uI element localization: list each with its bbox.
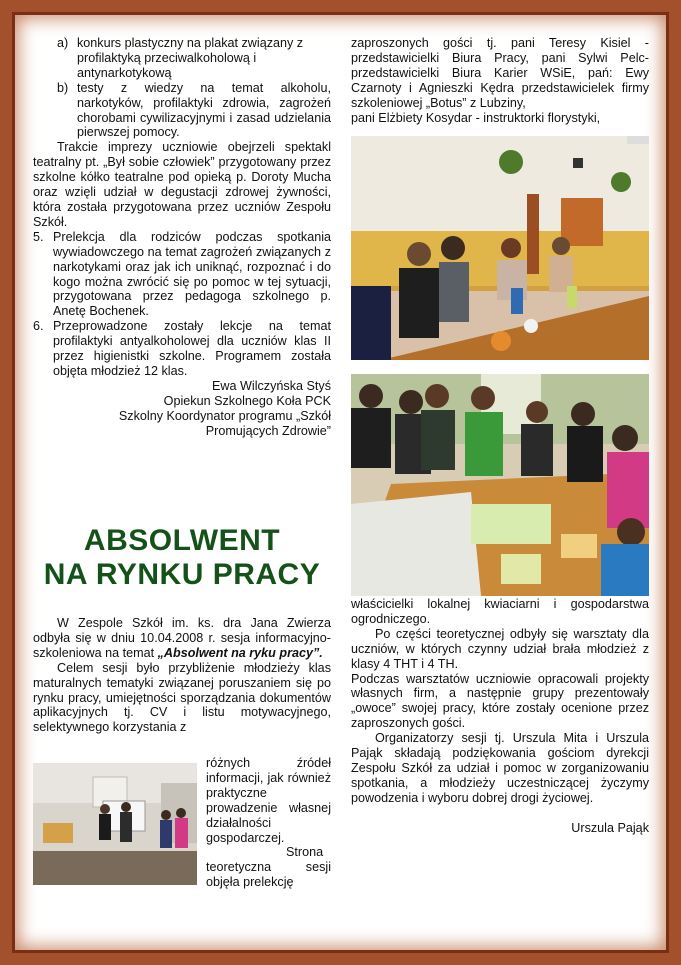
- article-signature: Urszula Pająk: [571, 820, 649, 835]
- left-column-article: [33, 616, 331, 735]
- photo-workshop-image: [351, 374, 649, 596]
- list-item: [57, 36, 331, 81]
- photo-presentation: [33, 763, 197, 885]
- paragraph-theatre: Trakcie imprezy uczniowie obejrzeli spektakl teatralny pt. „Był sobie człowiek” przygotowany przez szkolne kółko teatralne pod opieką p. Doroty Mucha oraz wzięli udział w degustacji zdrowej żywności, która została przygotowana przez uczniów Zespołu Szkół.: [33, 140, 331, 229]
- paragraph-intro: [33, 616, 331, 661]
- list-item: [33, 319, 331, 379]
- list-marker: 6.: [33, 319, 44, 334]
- photo-guests: [351, 136, 649, 360]
- signature-role: Opiekun Szkolnego Koła PCK: [163, 393, 331, 408]
- paragraph-thanks: Organizatorzy sesji tj. Urszula Mita i Urszula Pająk składają podziękowania gościom dyrekcji Zespołu Szkół za udział i pomoc w zorganizowaniu spotkania, a młodzieży uczestniczącej życzymy powodzenia i wyboru dobrej drogi życiowej.: [351, 731, 649, 805]
- paragraph-goal: Celem sesji było przybliżenie młodzieży klas maturalnych tematyki związanej poruszaniem się po rynku pracy, umiejętności sporządzania dokumentów aplikacyjnych tj. CV i listu motywacyjnego, selektywnego korzystania z: [33, 660, 331, 735]
- list-text: Prelekcja dla rodziców podczas spotkania wywiadowczego na temat zagrożeń związanych z narkotykami oraz jak ich uniknąć, rozpoznać i do kogo można zwrócić się po pomoc w tej sytuacji, przygotowana przez pedagoga szkolnego p. Anetę Bochenek.: [53, 229, 331, 319]
- paragraph-florist: właścicielki lokalnej kwiaciarni i gospodarstwa ogrodniczego.: [351, 597, 649, 626]
- paragraph-sources: różnych źródeł informacji, jak również praktyczne prowadzenie własnej działalności gospodarczej.: [206, 756, 331, 845]
- list-item: [33, 230, 331, 319]
- intro-title: „Absolwent na ryku pracy”.: [157, 645, 323, 660]
- paragraph-theory: Strona teoretyczna sesji objęła prelekcję: [206, 845, 331, 890]
- list-text: Przeprowadzone zostały lekcje na temat profilaktyki antyalkoholowej dla uczniów klas II przez higienistki szkolne. Programem została objęta młodzież 12 klas.: [53, 319, 331, 378]
- article-headline: [33, 524, 331, 592]
- alpha-list: [57, 36, 331, 140]
- paragraph-workshops: Podczas warsztatów uczniowie opracowali projekty własnych firm, a następnie grupy prezentowały „owoce” swojej pracy, które zostały ocenione przez zaproszonych gości.: [351, 671, 649, 731]
- photo-presentation-image: [33, 763, 197, 885]
- paragraph-guests: zaproszonych gości tj. pani Teresy Kisiel - przedstawicielki Biura Pracy, pani Sylwi Pelc- przedstawicielki Biura Karier WSiE, pań: Ewy Czarnoty i Agnieszki Kędra przedstawicielek firmy szkoleniowej „Botus” z Lubziny,: [351, 36, 649, 110]
- list-marker: a): [57, 36, 69, 50]
- list-marker: 5.: [33, 229, 44, 244]
- signature-name: Ewa Wilczyńska Styś: [212, 378, 331, 393]
- paragraph-practice: Po części teoretycznej odbyły się warsztaty dla uczniów, w których czynny udział brała młodzież z klasy 4 THT i 4 TH.: [351, 626, 649, 671]
- list-text: testy z wiedzy na temat alkoholu, narkotyków, profilaktyki zdrowia, zagrożeń chorobami cywilizacyjnymi i zasad udzielania pierwszej pomocy.: [77, 80, 331, 140]
- float-text-block: [206, 756, 331, 890]
- photo-workshop: [351, 374, 649, 596]
- list-marker: b): [57, 80, 69, 95]
- headline-line: NA RYNKU PRACY: [43, 558, 321, 591]
- list-item: [57, 81, 331, 141]
- list-text: konkurs plastyczny na plakat związany z profilaktyką przeciwalkoholową i antynarkotykową: [77, 36, 304, 80]
- left-column-top: [33, 36, 331, 438]
- signature-block: [33, 379, 331, 439]
- photo-guests-image: [351, 136, 649, 360]
- headline-line: ABSOLWENT: [83, 524, 281, 557]
- signature-role: Szkolny Koordynator programu „Szkół Promujących Zdrowie”: [118, 408, 331, 438]
- paragraph-guests-2: pani Elżbiety Kosydar - instruktorki florystyki,: [351, 110, 601, 125]
- right-column-top: [351, 36, 649, 125]
- intro-text: W Zespole Szkół im. ks. dra Jana Zwierza odbyła się w dniu 10.04.2008 r. sesja informacyjno-szkoleniowa na temat: [33, 616, 331, 660]
- right-column-bottom: [351, 597, 649, 836]
